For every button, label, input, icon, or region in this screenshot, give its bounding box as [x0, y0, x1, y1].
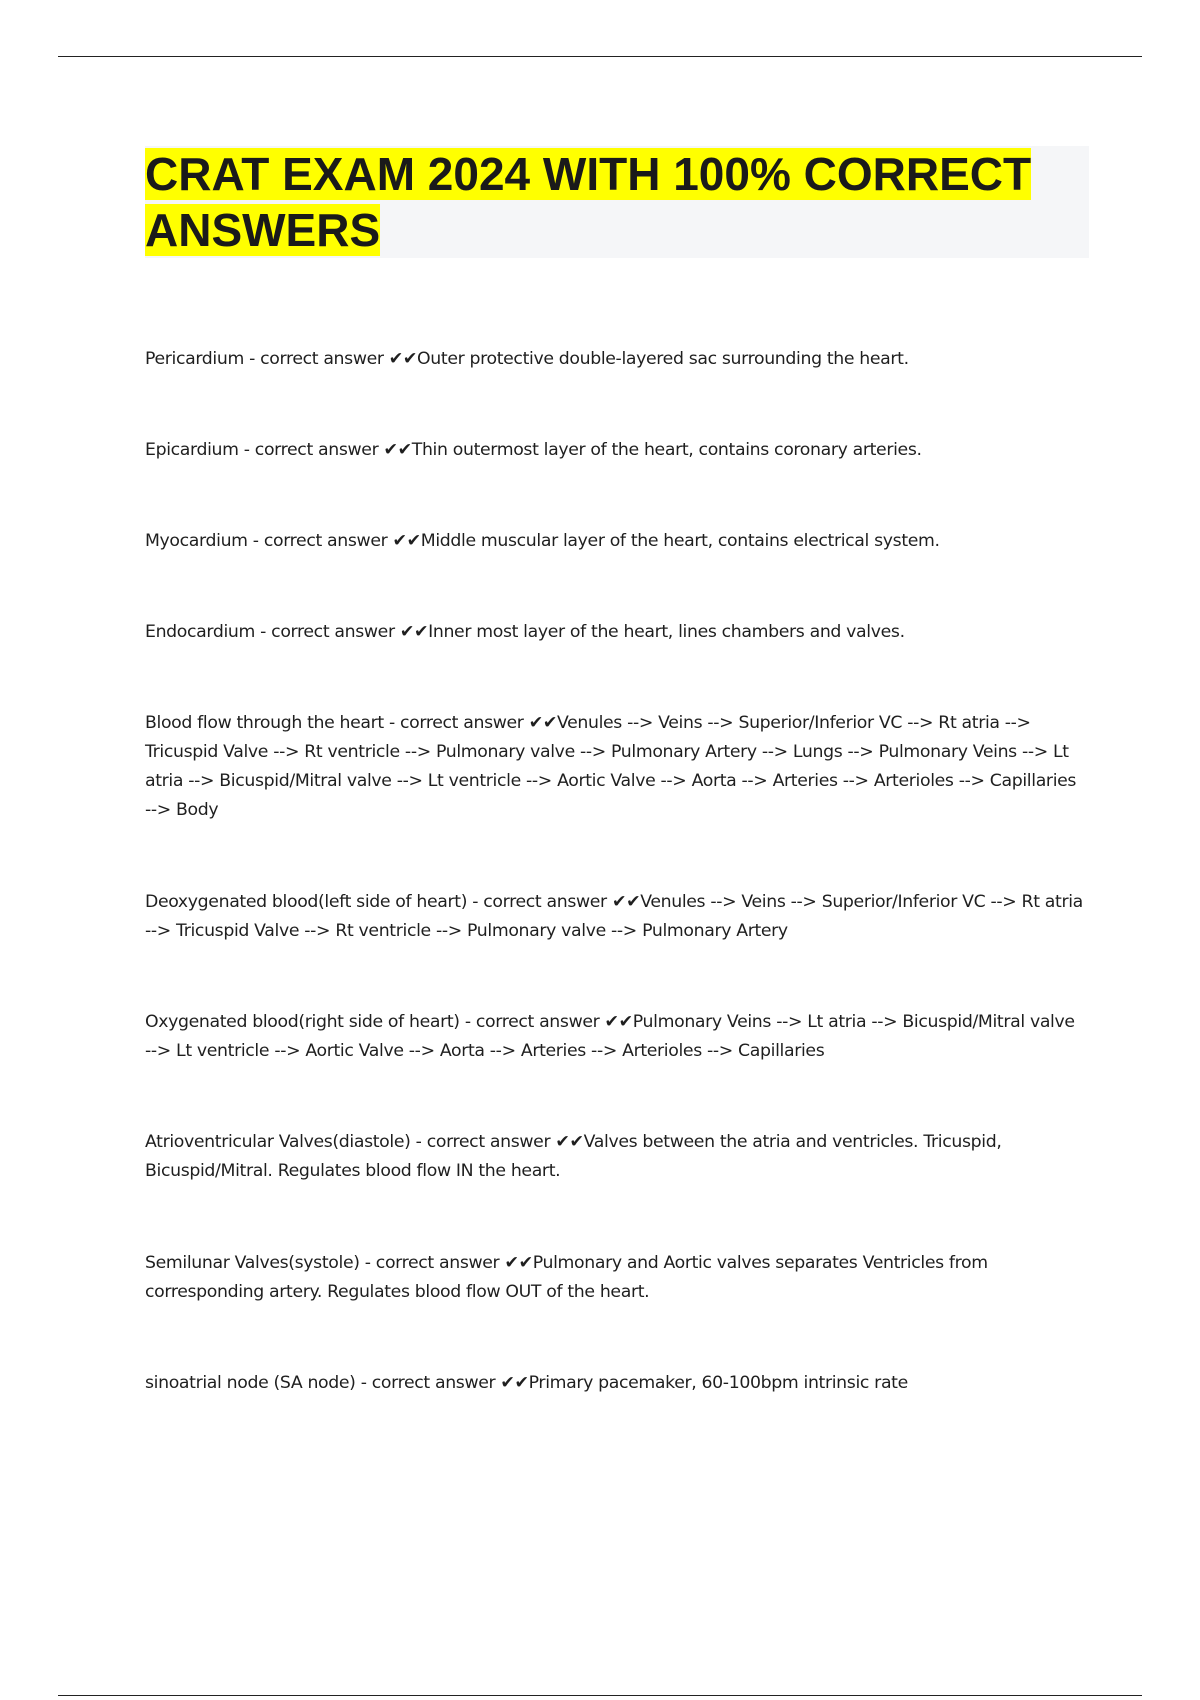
qa-entry-blood-flow: Blood flow through the heart - correct answer ✔✔Venules --> Veins --> Superior/Inferior VC --> Rt atria --> Tricuspid Valve --> Rt ventricle --> Pulmonary valve --> Pulmonary Artery --> Lungs --> Pulmonary Veins --> Lt atria --> Bicuspid/Mitral valve --> Lt ventricle --> Aortic Valve --> Aorta --> Arteries --> Arterioles --> Capillaries --> Body — [145, 713, 1077, 820]
page-bottom-rule — [58, 1695, 1142, 1696]
qa-entry-epicardium: Epicardium - correct answer ✔✔Thin outermost layer of the heart, contains coronary arteries. — [145, 440, 922, 460]
document-title — [145, 146, 1089, 258]
title-highlight: CRAT EXAM 2024 WITH 100% CORRECT ANSWERS — [145, 148, 1032, 256]
page-top-rule — [58, 56, 1142, 57]
qa-entry-oxygenated-blood: Oxygenated blood(right side of heart) - correct answer ✔✔Pulmonary Veins --> Lt atria --> Bicuspid/Mitral valve --> Lt ventricle --> Aortic Valve --> Aorta --> Arteries --> Arterioles --> Capillaries — [145, 1012, 1075, 1061]
qa-entry-atrioventricular-valves: Atrioventricular Valves(diastole) - correct answer ✔✔Valves between the atria and ventricles. Tricuspid, Bicuspid/Mitral. Regulates blood flow IN the heart. — [145, 1132, 1002, 1181]
qa-entry-myocardium: Myocardium - correct answer ✔✔Middle muscular layer of the heart, contains electrical system. — [145, 531, 940, 551]
qa-entry-pericardium: Pericardium - correct answer ✔✔Outer protective double-layered sac surrounding the heart. — [145, 349, 909, 369]
qa-entry-deoxygenated-blood: Deoxygenated blood(left side of heart) - correct answer ✔✔Venules --> Veins --> Superior/Inferior VC --> Rt atria --> Tricuspid Valve --> Rt ventricle --> Pulmonary valve --> Pulmonary Artery — [145, 892, 1083, 941]
qa-entry-endocardium: Endocardium - correct answer ✔✔Inner most layer of the heart, lines chambers and valves. — [145, 622, 905, 642]
qa-entry-sa-node: sinoatrial node (SA node) - correct answer ✔✔Primary pacemaker, 60-100bpm intrinsic rate — [145, 1373, 908, 1393]
qa-entry-semilunar-valves: Semilunar Valves(systole) - correct answer ✔✔Pulmonary and Aortic valves separates Ventricles from corresponding artery. Regulates blood flow OUT of the heart. — [145, 1253, 988, 1302]
title-block — [145, 146, 1089, 258]
